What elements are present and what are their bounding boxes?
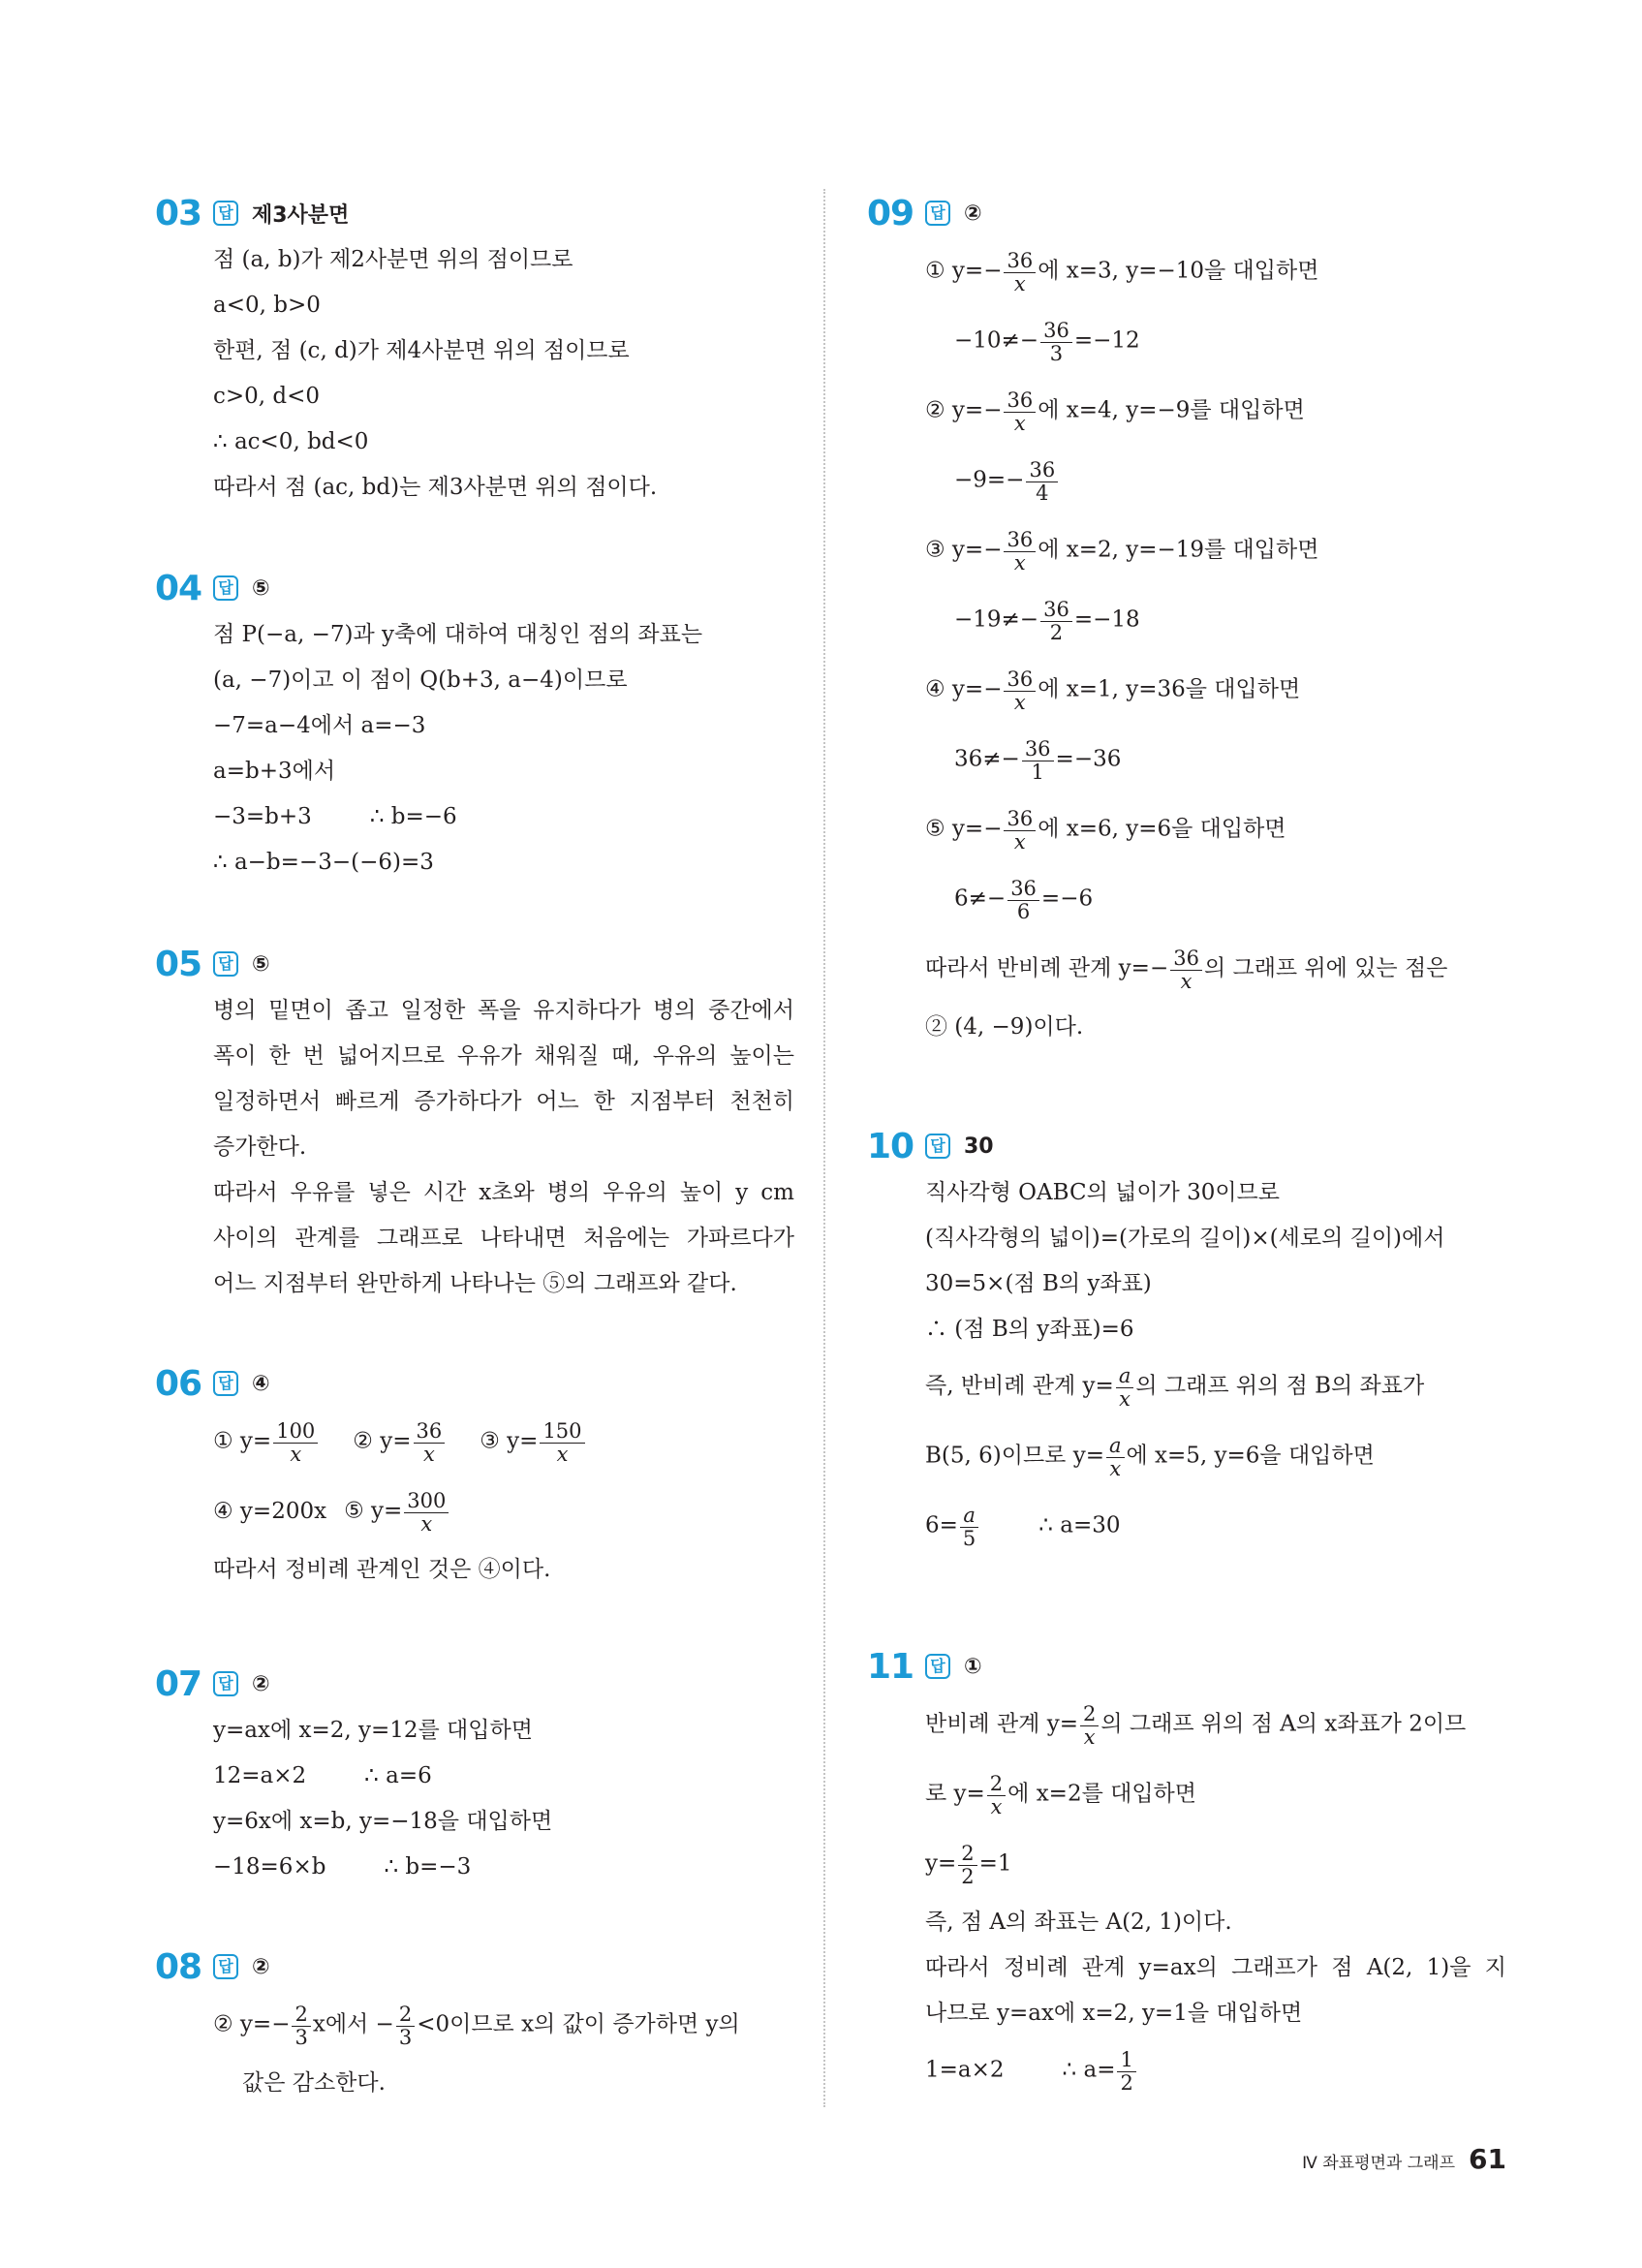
question-number: 09 [867, 193, 914, 233]
answer-value: ② [252, 1671, 270, 1696]
solution-line: 로 y= $\frac{2}{x}$ 에 x=2를 대입하면 [925, 1772, 1196, 1818]
solution-line: y= $\frac{2}{2}$ =1 [925, 1842, 1012, 1888]
question-number: 05 [155, 944, 202, 984]
question-header [155, 1359, 794, 1408]
answer-badge: 답 [925, 201, 950, 226]
result: ∴ a=6 [364, 1763, 432, 1788]
solution-line [213, 1754, 794, 1799]
solution-body [155, 1708, 794, 1890]
question-03 [155, 189, 794, 511]
question-number: 08 [155, 1946, 202, 1987]
answer-value: ④ [252, 1371, 270, 1396]
solution-line: 값은 감소한다. [242, 2070, 386, 2096]
question-header [867, 1122, 1506, 1170]
solution-body [155, 988, 794, 1307]
result: ∴ b=−3 [384, 1854, 472, 1880]
question-header [867, 189, 1506, 237]
formula-item: ① y= $\frac{100}{x}$ [213, 1420, 320, 1464]
solution-line: 병의 밑면이 좁고 일정한 폭을 유지하다가 병의 중간에서 [213, 998, 794, 1023]
page-number: 61 [1469, 2143, 1506, 2175]
solution-line: 직사각형 OABC의 넓이가 30이므로 [925, 1180, 1280, 1205]
formula-row [213, 1477, 794, 1547]
solution-line: B(5, 6)이므로 y= $\frac{a}{x}$ 에 x=5, y=6을 대입하면 [925, 1434, 1375, 1480]
question-header [155, 1942, 794, 1991]
answer-value: ⑤ [252, 575, 270, 601]
question-05 [155, 940, 794, 1307]
question-08 [155, 1942, 794, 2106]
answer-badge: 답 [213, 1954, 238, 1979]
solution-line: a<0, b>0 [213, 293, 321, 318]
solution-line: 나므로 y=ax에 x=2, y=1을 대입하면 [925, 2001, 1303, 2026]
solution-line: y=ax에 x=2, y=12를 대입하면 [213, 1718, 533, 1743]
choice-check: ④ y=− $\frac{36}{x}$ 에 x=1, y=36을 대입하면 [925, 668, 1301, 714]
question-number: 03 [155, 193, 202, 233]
choice-check: ③ y=− $\frac{36}{x}$ 에 x=2, y=−19를 대입하면 [925, 528, 1319, 575]
question-header [867, 1642, 1506, 1691]
solution-line: 6= $\frac{a}{5}$ ∴ a=30 [925, 1504, 1121, 1550]
solution-line: a=b+3에서 [213, 759, 336, 784]
answer-badge: 답 [925, 1654, 950, 1679]
equation: −18=6×b [213, 1854, 326, 1880]
solution-line: (a, −7)이고 이 점이 Q(b+3, a−4)이므로 [213, 668, 628, 693]
question-09 [867, 189, 1506, 1050]
solution-line: ② y=− $\frac{2}{3}$ x에서 − $\frac{2}{3}$ <0이므로 x의 값이 증가하면 y의 [213, 2003, 740, 2049]
answer-value: 제3사분면 [252, 202, 350, 228]
solution-line: 1=a×2 ∴ a= $\frac{1}{2}$ [925, 2036, 1506, 2106]
answer-badge: 답 [213, 575, 238, 601]
solution-line: 따라서 정비례 관계 y=ax의 그래프가 점 A(2, 1)을 지 [925, 1955, 1506, 1980]
solution-line: 일정하면서 빠르게 증가하다가 어느 한 지점부터 천천히 [213, 1089, 794, 1114]
solution-line: 즉, 반비례 관계 y= $\frac{a}{x}$ 의 그래프 위의 점 B의 좌표가 [925, 1364, 1425, 1411]
solution-line: 사이의 관계를 그래프로 나타내면 처음에는 가파르다가 [213, 1226, 794, 1251]
solution-line: ∴ a−b=−3−(−6)=3 [213, 850, 434, 875]
choice-calc: −19≠− $\frac{36}{2}$ =−18 [954, 598, 1140, 644]
question-11 [867, 1642, 1506, 2106]
choice-calc: 6≠− $\frac{36}{6}$ =−6 [954, 877, 1094, 923]
choice-check: ⑤ y=− $\frac{36}{x}$ 에 x=6, y=6을 대입하면 [925, 807, 1286, 854]
answer-value: ② [964, 201, 982, 226]
solution-body [155, 237, 794, 511]
solution-body [155, 612, 794, 885]
answer-badge: 답 [213, 1371, 238, 1396]
question-07 [155, 1660, 794, 1890]
formula-row [213, 1408, 794, 1477]
solution-line: 증가한다. [213, 1134, 307, 1160]
solution-line: 한편, 점 (c, d)가 제4사분면 위의 점이므로 [213, 338, 630, 363]
answer-value: ⑤ [252, 951, 270, 977]
question-06 [155, 1359, 794, 1593]
solution-line: 따라서 점 (ac, bd)는 제3사분면 위의 점이다. [213, 475, 658, 500]
solution-line: 따라서 반비례 관계 y=− $\frac{36}{x}$ 의 그래프 위에 있는 점은 [925, 947, 1448, 993]
solution-body [867, 1170, 1506, 1562]
solution-line [213, 1845, 794, 1890]
question-header [155, 189, 794, 237]
question-header [155, 564, 794, 612]
solution-line [213, 794, 794, 840]
question-number: 10 [867, 1126, 914, 1166]
answer-value: ① [964, 1654, 982, 1679]
choice-check: ② y=− $\frac{36}{x}$ 에 x=4, y=−9를 대입하면 [925, 388, 1305, 435]
solution-line: 점 P(−a, −7)과 y축에 대하여 대칭인 점의 좌표는 [213, 622, 703, 647]
solution-line: y=6x에 x=b, y=−18을 대입하면 [213, 1809, 553, 1834]
equation: 12=a×2 [213, 1763, 307, 1788]
chapter-title: Ⅳ 좌표평면과 그래프 [1302, 2154, 1456, 2173]
solution-line: ∴ ac<0, bd<0 [213, 429, 369, 454]
solution-line: 점 (a, b)가 제2사분면 위의 점이므로 [213, 247, 573, 272]
equation: −3=b+3 [213, 804, 312, 829]
solution-line: ② (4, −9)이다. [925, 1014, 1084, 1040]
solution-body [155, 1408, 794, 1593]
question-10 [867, 1122, 1506, 1562]
column-divider [823, 189, 825, 2107]
solution-line: 따라서 우유를 넣은 시간 x초와 병의 우유의 높이 y cm [213, 1180, 794, 1205]
choice-calc: 36≠− $\frac{36}{1}$ =−36 [954, 737, 1122, 784]
answer-badge: 답 [213, 951, 238, 977]
answer-value: 30 [964, 1134, 994, 1159]
solution-line: 즉, 점 A의 좌표는 A(2, 1)이다. [925, 1910, 1232, 1935]
solution-line: ∴ (점 B의 y좌표)=6 [925, 1317, 1134, 1342]
solution-line: c>0, d<0 [213, 384, 321, 409]
page-footer [1302, 2143, 1506, 2175]
question-number: 06 [155, 1363, 202, 1404]
solution-line: (직사각형의 넓이)=(가로의 길이)×(세로의 길이)에서 [925, 1226, 1445, 1251]
solution-line: 어느 지점부터 완만하게 나타나는 ⑤의 그래프와 같다. [213, 1271, 737, 1296]
solution-line: −7=a−4에서 a=−3 [213, 713, 426, 738]
answer-badge: 답 [213, 201, 238, 226]
solution-line: 반비례 관계 y= $\frac{2}{x}$ 의 그래프 위의 점 A의 x좌표가 2이므 [925, 1702, 1467, 1749]
question-header [155, 1660, 794, 1708]
answer-badge: 답 [213, 1671, 238, 1696]
question-number: 04 [155, 568, 202, 608]
result: ∴ b=−6 [369, 804, 457, 829]
solution-body [867, 1691, 1506, 2106]
solution-body [867, 237, 1506, 1050]
question-04 [155, 564, 794, 885]
formula-item: ④ y=200x [213, 1499, 327, 1525]
answer-value: ② [252, 1954, 270, 1979]
formula-item: ⑤ y= $\frac{300}{x}$ [344, 1490, 450, 1534]
formula-item: ③ y= $\frac{150}{x}$ [480, 1420, 586, 1464]
choice-calc: −9=− $\frac{36}{4}$ [925, 447, 1506, 516]
choice-check: ① y=− $\frac{36}{x}$ 에 x=3, y=−10을 대입하면 [925, 249, 1319, 295]
question-number: 07 [155, 1663, 202, 1704]
question-number: 11 [867, 1646, 914, 1687]
solution-line: 폭이 한 번 넓어지므로 우유가 채워질 때, 우유의 높이는 [213, 1043, 794, 1069]
formula-item: ② y= $\frac{36}{x}$ [353, 1420, 447, 1464]
solution-line: 따라서 정비례 관계인 것은 ④이다. [213, 1557, 551, 1582]
answer-badge: 답 [925, 1134, 950, 1159]
solution-line: 30=5×(점 B의 y좌표) [925, 1271, 1152, 1296]
question-header [155, 940, 794, 988]
solution-body [155, 1991, 794, 2106]
choice-calc: −10≠− $\frac{36}{3}$ =−12 [954, 319, 1140, 365]
